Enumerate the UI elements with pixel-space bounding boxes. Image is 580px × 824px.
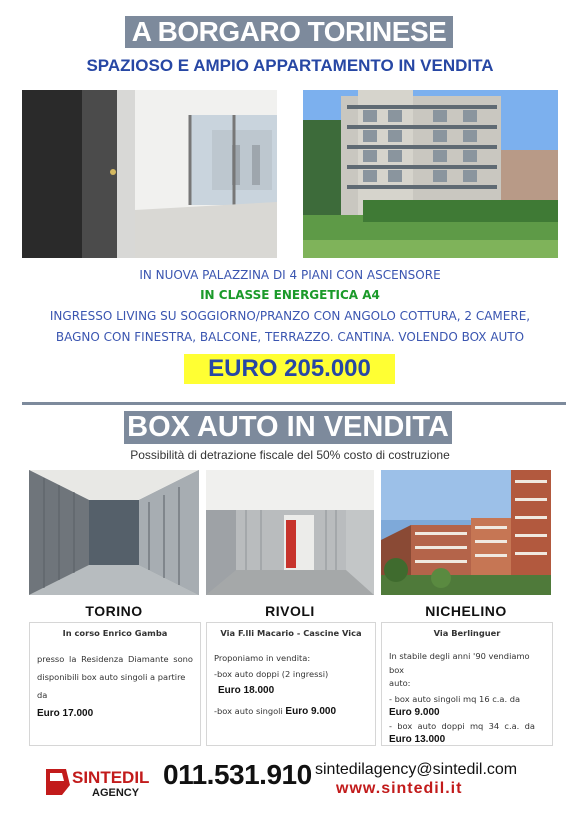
card-price: Euro 13.000 (389, 734, 446, 745)
sintedil-logo (44, 763, 156, 799)
card-text: -box auto singoli (214, 706, 283, 716)
tax-deduction-note: Possibilità di detrazione fiscale del 50% costo di costruzione (130, 448, 450, 462)
description-line-3: INGRESSO LIVING SU SOGGIORNO/PRANZO CON ANGOLO COTTURA, 2 CAMERE, (49, 309, 531, 323)
card-address: Via Berlinguer (433, 628, 501, 638)
apartment-price: EURO 205.000 (184, 354, 395, 384)
card-text: - box auto singoli mq 16 c.a. da (389, 693, 521, 704)
card-price: Euro 18.000 (218, 685, 275, 696)
page-subtitle: SPAZIOSO E AMPIO APPARTAMENTO IN VENDITA (86, 56, 494, 75)
logo-main-text: SINTEDIL (72, 768, 150, 787)
page-title: A BORGARO TORINESE (125, 16, 453, 48)
building-photo (303, 90, 558, 258)
card-price: Euro 17.000 (37, 708, 94, 719)
card-text: presso la Residenza Diamante sono (37, 654, 193, 664)
city-label-nichelino: NICHELINO (425, 603, 507, 619)
logo-sub-text: AGENCY (92, 787, 140, 799)
rivoli-garage-photo (206, 470, 374, 595)
section-divider (22, 402, 566, 405)
card-rivoli (206, 622, 376, 746)
box-section-title: BOX AUTO IN VENDITA (124, 411, 452, 444)
card-text: In stabile degli anni '90 vendiamo box (389, 651, 530, 675)
card-text: disponibili box auto singoli a partire da (37, 672, 186, 700)
card-address: Via F.lli Macario - Cascine Vica (220, 628, 362, 638)
card-address: In corso Enrico Gamba (62, 628, 168, 638)
card-nichelino (381, 622, 553, 746)
card-text: auto: (389, 678, 411, 688)
logo-mark-icon (46, 769, 70, 795)
interior-photo (22, 90, 277, 258)
phone-number[interactable]: 011.531.910 (163, 759, 312, 790)
website-link[interactable]: www.sintedil.it (336, 780, 463, 797)
card-text: - box auto doppi mq 34 c.a. da (389, 720, 535, 731)
card-torino (29, 622, 201, 746)
email-link[interactable]: sintedilagency@sintedil.com (315, 761, 518, 778)
card-price: Euro 9.000 (285, 706, 337, 717)
energy-class-line: IN CLASSE ENERGETICA A4 (200, 288, 380, 302)
city-label-rivoli: RIVOLI (265, 603, 315, 619)
torino-garage-photo (29, 470, 199, 595)
card-text: Proponiamo in vendita: (214, 653, 311, 663)
card-text: -box auto doppi (2 ingressi) (214, 669, 329, 679)
city-label-torino: TORINO (85, 603, 143, 619)
nichelino-building-photo (381, 470, 551, 595)
card-price: Euro 9.000 (389, 707, 440, 718)
description-line-4: BAGNO CON FINESTRA, BALCONE, TERRAZZO. CANTINA. VOLENDO BOX AUTO (55, 330, 525, 344)
description-line-1: IN NUOVA PALAZZINA DI 4 PIANI CON ASCENSORE (139, 268, 441, 282)
